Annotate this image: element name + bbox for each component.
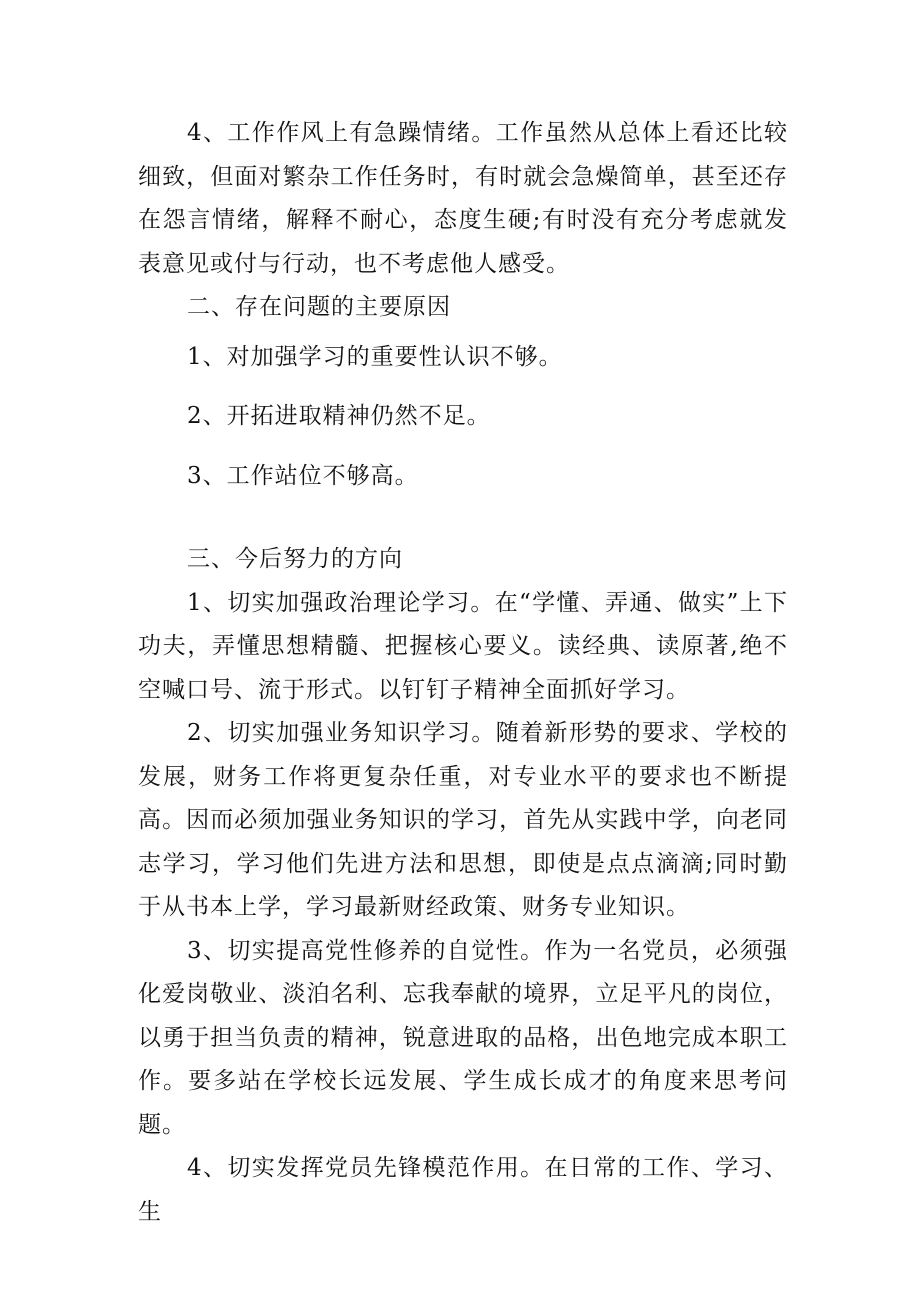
direction-item-3: 3、切实提高党性修养的自觉性。作为一名党员，必须强化爱岗敬业、淡泊名利、忘我奉献的境界，立足平凡的岗位，以勇于担当负责的精神，锐意进取的品格，出色地完成本职工作。要多站在学校长远发展、学生成长成才的角度来思考问题。	[138, 937, 788, 1138]
cause-item-1: 1、对加强学习的重要性认识不够。	[187, 343, 563, 370]
direction-item-2: 2、切实加强业务知识学习。随着新形势的要求、学校的发展，财务工作将更复杂任重，对专业水平的要求也不断提高。因而必须加强业务知识的学习，首先从实践中学，向老同志学习，学习他们先进方法和思想，即使是点点滴滴;同时勤于从书本上学，学习最新财经政策、财务专业知识。	[138, 720, 788, 920]
section-heading-causes: 二、存在问题的主要原因	[187, 294, 451, 320]
cause-item-3: 3、工作站位不够高。	[187, 462, 419, 489]
document-body	[138, 112, 788, 1234]
direction-item-1: 1、切实加强政治理论学习。在“学懂、弄通、做实”上下功夫，弄懂思想精髓、把握核心要义。读经典、读原著,绝不空喊口号、流于形式。以钉钉子精神全面抓好学习。	[138, 589, 788, 703]
spacer	[138, 439, 788, 455]
spacer	[138, 498, 788, 538]
section-heading-directions: 三、今后努力的方向	[187, 546, 403, 572]
cause-item-2: 2、开拓进取精神仍然不足。	[187, 403, 491, 429]
paragraph-work-style: 4、工作作风上有急躁情绪。工作虽然从总体上看还比较细致，但面对繁杂工作任务时，有时就会急燥简单，甚至还存在怨言情绪，解释不耐心，态度生硬;有时没有充分考虑就发表意见或付与行动，也不考虑他人感受。	[138, 120, 788, 277]
spacer	[138, 379, 788, 395]
direction-item-4: 4、切实发挥党员先锋模范作用。在日常的工作、学习、生	[138, 1155, 788, 1225]
